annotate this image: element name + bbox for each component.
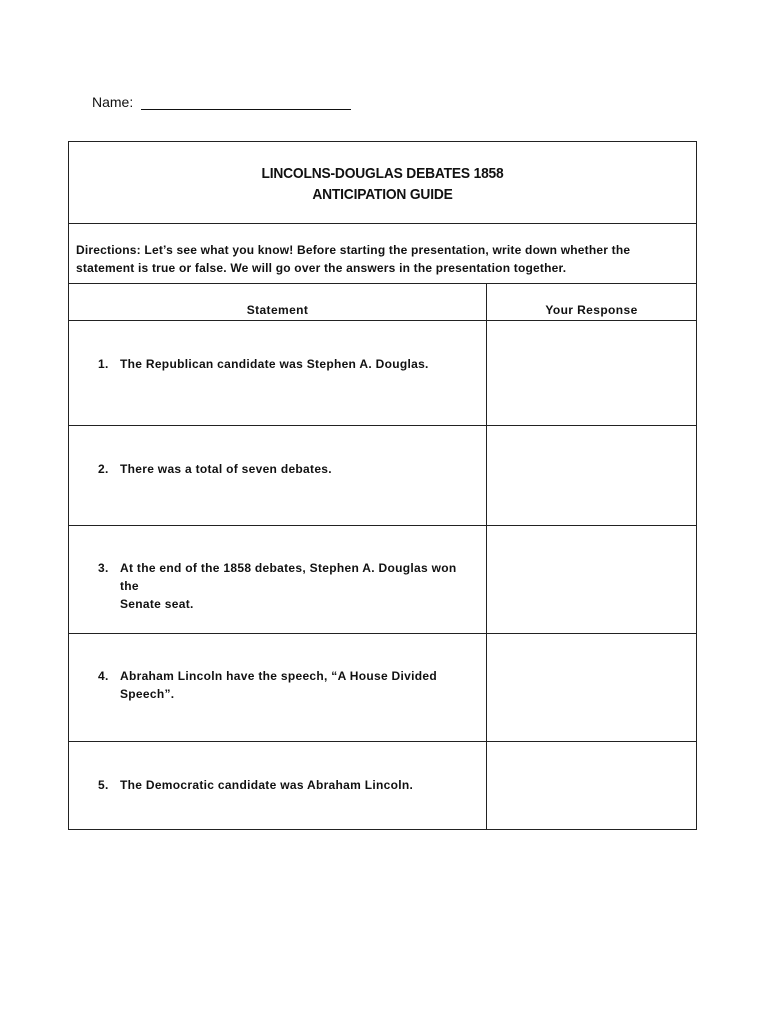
name-field xyxy=(92,94,351,110)
statement-number: 2. xyxy=(98,462,109,476)
statement-item xyxy=(98,667,478,703)
response-cell[interactable] xyxy=(487,634,696,741)
response-cell[interactable] xyxy=(487,321,696,425)
statement-cell xyxy=(69,634,487,741)
response-cell[interactable] xyxy=(487,742,696,829)
statement-cell xyxy=(69,526,487,633)
statement-item xyxy=(98,460,478,478)
response-header: Your Response xyxy=(545,303,638,317)
statement-item xyxy=(98,776,478,794)
statement-number: 3. xyxy=(98,561,109,575)
name-blank-line[interactable] xyxy=(141,95,351,110)
table-row xyxy=(69,321,696,426)
statement-header-cell xyxy=(69,284,487,320)
statement-number: 5. xyxy=(98,778,109,792)
directions-line-1: Directions: Let’s see what you know! Before starting the presentation, write down whether the xyxy=(76,243,631,257)
statement-item xyxy=(98,559,478,613)
name-label: Name: xyxy=(92,94,138,110)
response-cell[interactable] xyxy=(487,526,696,633)
statement-number: 4. xyxy=(98,669,109,683)
title-block xyxy=(69,142,696,224)
response-header-cell xyxy=(487,284,696,320)
statement-text-line-2: Speech”. xyxy=(120,687,175,701)
table-row xyxy=(69,634,696,742)
statement-text-line-1: Abraham Lincoln have the speech, “A House Divided xyxy=(120,669,437,683)
page-title: LINCOLNS-DOUGLAS DEBATES 1858 xyxy=(261,165,504,182)
page-subtitle: ANTICIPATION GUIDE xyxy=(312,186,453,203)
table-header-row xyxy=(69,284,696,321)
statement-item xyxy=(98,355,478,373)
statement-cell xyxy=(69,321,487,425)
table-row xyxy=(69,526,696,634)
statement-header: Statement xyxy=(246,303,309,317)
directions-block xyxy=(69,224,696,284)
directions-line-2: statement is true or false. We will go over the answers in the presentation together. xyxy=(76,261,567,275)
anticipation-guide-table xyxy=(68,141,697,830)
statement-text-line-1: At the end of the 1858 debates, Stephen A. Douglas won the xyxy=(120,561,457,593)
statement-text: The Democratic candidate was Abraham Lincoln. xyxy=(120,778,414,792)
response-cell[interactable] xyxy=(487,426,696,525)
table-row xyxy=(69,742,696,829)
table-row xyxy=(69,426,696,526)
statement-number: 1. xyxy=(98,357,109,371)
statement-text: The Republican candidate was Stephen A. Douglas. xyxy=(120,357,429,371)
statement-text: There was a total of seven debates. xyxy=(120,462,332,476)
statement-cell xyxy=(69,742,487,829)
statement-cell xyxy=(69,426,487,525)
statement-text-line-2: Senate seat. xyxy=(120,597,194,611)
